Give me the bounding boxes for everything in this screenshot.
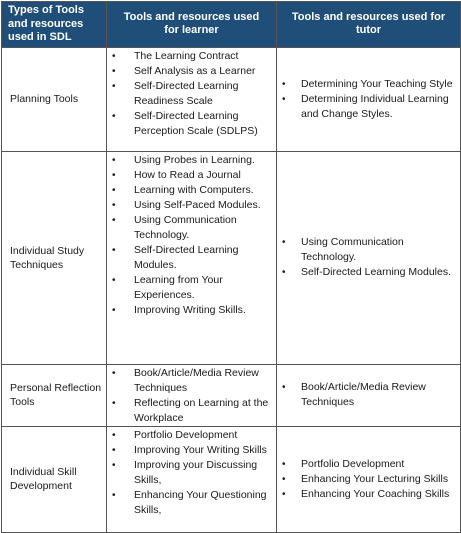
- learner-cell: [107, 426, 277, 532]
- list-item: • Self-Directed Learning Perception Scale (SDLPS): [134, 109, 272, 139]
- list-item: • Using Probes in Learning.: [134, 153, 272, 168]
- tutor-list: [277, 77, 460, 122]
- learner-list: [107, 366, 276, 426]
- list-item: • Self-Directed Learning Modules.: [134, 243, 272, 273]
- category-cell: Personal Reflection Tools: [2, 364, 107, 426]
- list-item: • Determining Individual Learning and Change Styles.: [301, 92, 454, 122]
- list-item: • Learning from Your Experiences.: [134, 273, 272, 303]
- list-item: • Portfolio Development: [301, 457, 454, 472]
- list-item: • Improving Your Writing Skills: [134, 443, 272, 458]
- tutor-cell: [277, 47, 461, 151]
- category-cell: Planning Tools: [2, 47, 107, 151]
- list-item: • Improving your Discussing Skills,: [134, 458, 272, 488]
- learner-list: [107, 153, 276, 318]
- tutor-cell: [277, 364, 461, 426]
- list-item: • Reflecting on Learning at the Workplace: [134, 396, 272, 426]
- list-item: • Determining Your Teaching Style: [301, 77, 454, 92]
- list-item: • Using Communication Technology.: [134, 213, 272, 243]
- category-cell: Individual Skill Development: [2, 426, 107, 532]
- list-item: • Self Analysis as a Learner: [134, 64, 272, 79]
- list-item: • The Learning Contract: [134, 49, 272, 64]
- table-row: [2, 364, 461, 426]
- learner-list: [107, 428, 276, 518]
- list-item: • Self-Directed Learning Readiness Scale: [134, 79, 272, 109]
- learner-list: [107, 49, 276, 139]
- header-tool-types: Types of Tools and resources used in SDL: [2, 2, 107, 48]
- tutor-cell: [277, 426, 461, 532]
- header-tutor: Tools and resources used for tutor: [277, 2, 461, 48]
- list-item: • Enhancing Your Questioning Skills,: [134, 488, 272, 518]
- header-row: [2, 2, 461, 48]
- list-item: • Enhancing Your Lecturing Skills: [301, 472, 454, 487]
- list-item: • Book/Article/Media Review Techniques: [301, 380, 454, 410]
- list-item: • Learning with Computers.: [134, 183, 272, 198]
- learner-cell: [107, 151, 277, 364]
- list-item: • Using Self-Paced Modules.: [134, 198, 272, 213]
- table-row: [2, 47, 461, 151]
- list-item: • How to Read a Journal: [134, 168, 272, 183]
- header-learner: Tools and resources used for learner: [107, 2, 277, 48]
- table-row: [2, 151, 461, 364]
- list-item: • Improving Writing Skills.: [134, 303, 272, 318]
- sdl-tools-table: [1, 1, 461, 533]
- list-item: • Using Communication Technology.: [301, 235, 454, 265]
- learner-cell: [107, 364, 277, 426]
- table-row: [2, 426, 461, 532]
- learner-cell: [107, 47, 277, 151]
- list-item: • Book/Article/Media Review Techniques: [134, 366, 272, 396]
- list-item: • Portfolio Development: [134, 428, 272, 443]
- list-item: • Enhancing Your Coaching Skills: [301, 487, 454, 502]
- category-cell: Individual Study Techniques: [2, 151, 107, 364]
- list-item: • Self-Directed Learning Modules.: [301, 265, 454, 280]
- tutor-cell: [277, 151, 461, 364]
- tutor-list: [277, 380, 460, 410]
- tutor-list: [277, 235, 460, 280]
- tutor-list: [277, 457, 460, 502]
